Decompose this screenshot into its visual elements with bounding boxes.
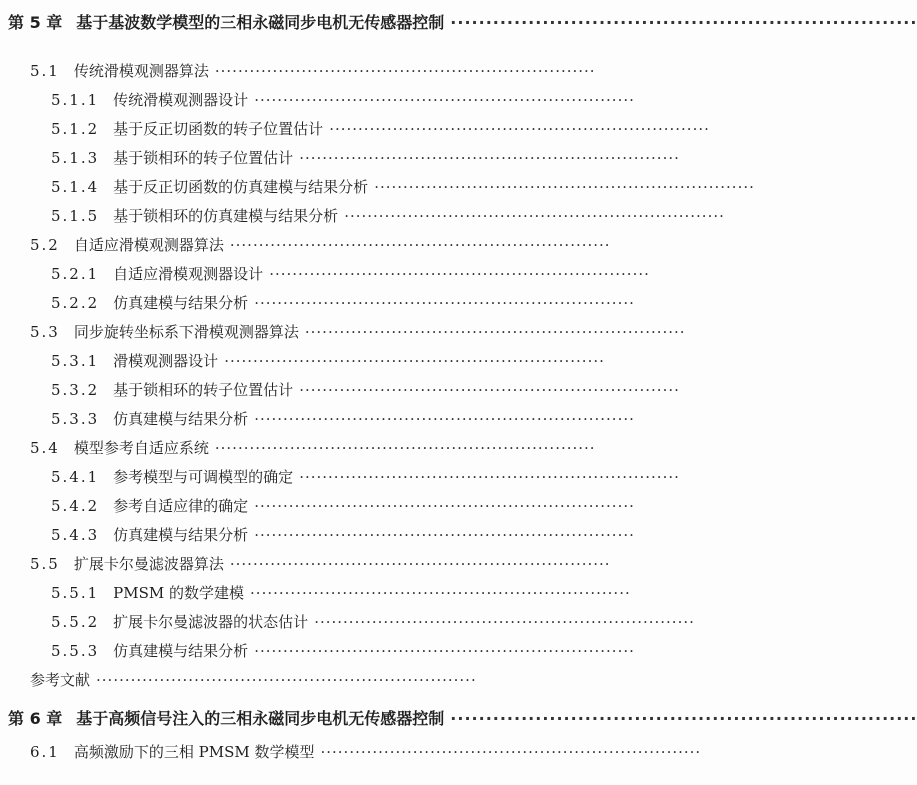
subsection-title: PMSM 的数学建模 (113, 584, 245, 602)
subsection-number: 5.4.2 (51, 497, 100, 515)
subsection-number: 5.5.1 (51, 584, 100, 602)
subsection-number: 5.3.2 (51, 381, 100, 399)
chapter-5-heading[interactable] (8, 10, 917, 33)
dot-leader: ·································································· (229, 236, 611, 254)
toc-section-5-1[interactable] (30, 60, 604, 81)
section-title: 模型参考自适应系统 (73, 439, 209, 457)
subsection-number: 5.1.2 (51, 120, 100, 138)
subsection-title: 仿真建模与结果分析 (113, 294, 249, 312)
toc-subsection-5-5-1[interactable] (51, 582, 631, 603)
subsection-number: 5.1.4 (51, 178, 100, 196)
dot-leader: ·································································· (320, 743, 702, 761)
dot-leader: ·································································· (344, 207, 725, 225)
subsection-number: 5.1.3 (51, 149, 100, 167)
toc-section-5-5[interactable] (30, 553, 611, 574)
subsection-title: 自适应滑模观测器设计 (113, 265, 264, 283)
dot-leader: ·································································· (314, 613, 695, 631)
toc-subsection-5-1-5[interactable] (51, 205, 725, 226)
subsection-number: 5.2.1 (51, 265, 100, 283)
toc-subsection-5-4-1[interactable] (51, 466, 680, 487)
section-title: 同步旋转坐标系下滑模观测器算法 (73, 323, 299, 341)
toc-subsection-5-3-2[interactable] (51, 379, 680, 400)
dot-leader: ·································································· (254, 642, 635, 660)
section-number: 5.4 (30, 439, 60, 457)
dot-leader: ·································································· (304, 323, 686, 341)
toc-section-5-4[interactable] (30, 437, 604, 458)
references-title: 参考文献 (30, 671, 91, 689)
dot-leader: ·································································· (329, 120, 710, 138)
dot-leader: ·································································· (299, 381, 680, 399)
subsection-number: 5.1.1 (51, 91, 100, 109)
subsection-number: 5.5.2 (51, 613, 100, 631)
toc-subsection-5-4-2[interactable] (51, 495, 635, 516)
toc-subsection-5-1-2[interactable] (51, 118, 710, 139)
toc-subsection-5-4-3[interactable] (51, 524, 635, 545)
toc-subsection-5-1-4[interactable] (51, 176, 755, 197)
toc-section-5-2[interactable] (30, 234, 611, 255)
chapter-6-heading[interactable] (8, 706, 917, 729)
section-number: 5.3 (30, 323, 60, 341)
toc-references[interactable] (30, 669, 604, 690)
section-title: 传统滑模观测器算法 (73, 62, 209, 80)
dot-leader: ·································································· (254, 294, 635, 312)
dot-leader: ·································································· (374, 178, 755, 196)
dot-leader: ·································································· (214, 62, 596, 80)
dot-leader: ·································································· (254, 497, 635, 515)
subsection-number: 5.2.2 (51, 294, 100, 312)
subsection-title: 基于反正切函数的仿真建模与结果分析 (113, 178, 369, 196)
dot-leader: ·································································· (96, 671, 477, 689)
subsection-title: 基于锁相环的转子位置估计 (113, 381, 294, 399)
chapter-number: 第 5 章 (8, 13, 63, 32)
dot-leader: ·································································· (269, 265, 650, 283)
subsection-title: 扩展卡尔曼滤波器的状态估计 (113, 613, 309, 631)
dot-leader: ·································································· (254, 526, 635, 544)
toc-subsection-5-5-3[interactable] (51, 640, 635, 661)
section-title: 高频激励下的三相 PMSM 数学模型 (73, 743, 315, 761)
subsection-title: 仿真建模与结果分析 (113, 410, 249, 428)
toc-subsection-5-2-2[interactable] (51, 292, 635, 313)
dot-leader: ·································································· (229, 555, 611, 573)
subsection-title: 基于锁相环的转子位置估计 (113, 149, 294, 167)
dot-leader: ·································································· (299, 149, 680, 167)
toc-subsection-5-3-3[interactable] (51, 408, 635, 429)
subsection-title: 仿真建模与结果分析 (113, 642, 249, 660)
dot-leader: ·································································· (254, 410, 635, 428)
subsection-title: 参考自适应律的确定 (113, 497, 249, 515)
subsection-number: 5.3.1 (51, 352, 100, 370)
dot-leader: ·································································· (214, 439, 596, 457)
dot-leader: ·································································· (450, 709, 917, 728)
toc-section-5-3[interactable] (30, 321, 686, 342)
subsection-title: 基于锁相环的仿真建模与结果分析 (113, 207, 339, 225)
toc-subsection-5-1-1[interactable] (51, 89, 635, 110)
chapter-title: 基于基波数学模型的三相永磁同步电机无传感器控制 (76, 13, 445, 32)
toc-subsection-5-1-3[interactable] (51, 147, 680, 168)
chapter-title: 基于高频信号注入的三相永磁同步电机无传感器控制 (76, 709, 445, 728)
dot-leader: ·································································· (299, 468, 680, 486)
subsection-number: 5.3.3 (51, 410, 100, 428)
section-title: 扩展卡尔曼滤波器算法 (73, 555, 224, 573)
section-number: 5.2 (30, 236, 60, 254)
subsection-title: 参考模型与可调模型的确定 (113, 468, 294, 486)
toc-subsection-5-5-2[interactable] (51, 611, 695, 632)
subsection-number: 5.1.5 (51, 207, 100, 225)
subsection-title: 传统滑模观测器设计 (113, 91, 249, 109)
subsection-title: 滑模观测器设计 (113, 352, 219, 370)
subsection-title: 基于反正切函数的转子位置估计 (113, 120, 324, 138)
section-number: 6.1 (30, 743, 60, 761)
dot-leader: ·································································· (254, 91, 635, 109)
toc-subsection-5-3-1[interactable] (51, 350, 604, 371)
toc-section-6-1[interactable] (30, 741, 702, 762)
subsection-number: 5.5.3 (51, 642, 100, 660)
dot-leader: ·································································· (450, 13, 917, 32)
dot-leader: ·································································· (250, 584, 631, 602)
dot-leader: ·································································· (224, 352, 605, 370)
section-number: 5.1 (30, 62, 60, 80)
toc-subsection-5-2-1[interactable] (51, 263, 650, 284)
subsection-title: 仿真建模与结果分析 (113, 526, 249, 544)
subsection-number: 5.4.1 (51, 468, 100, 486)
section-title: 自适应滑模观测器算法 (73, 236, 224, 254)
subsection-number: 5.4.3 (51, 526, 100, 544)
chapter-number: 第 6 章 (8, 709, 63, 728)
section-number: 5.5 (30, 555, 60, 573)
